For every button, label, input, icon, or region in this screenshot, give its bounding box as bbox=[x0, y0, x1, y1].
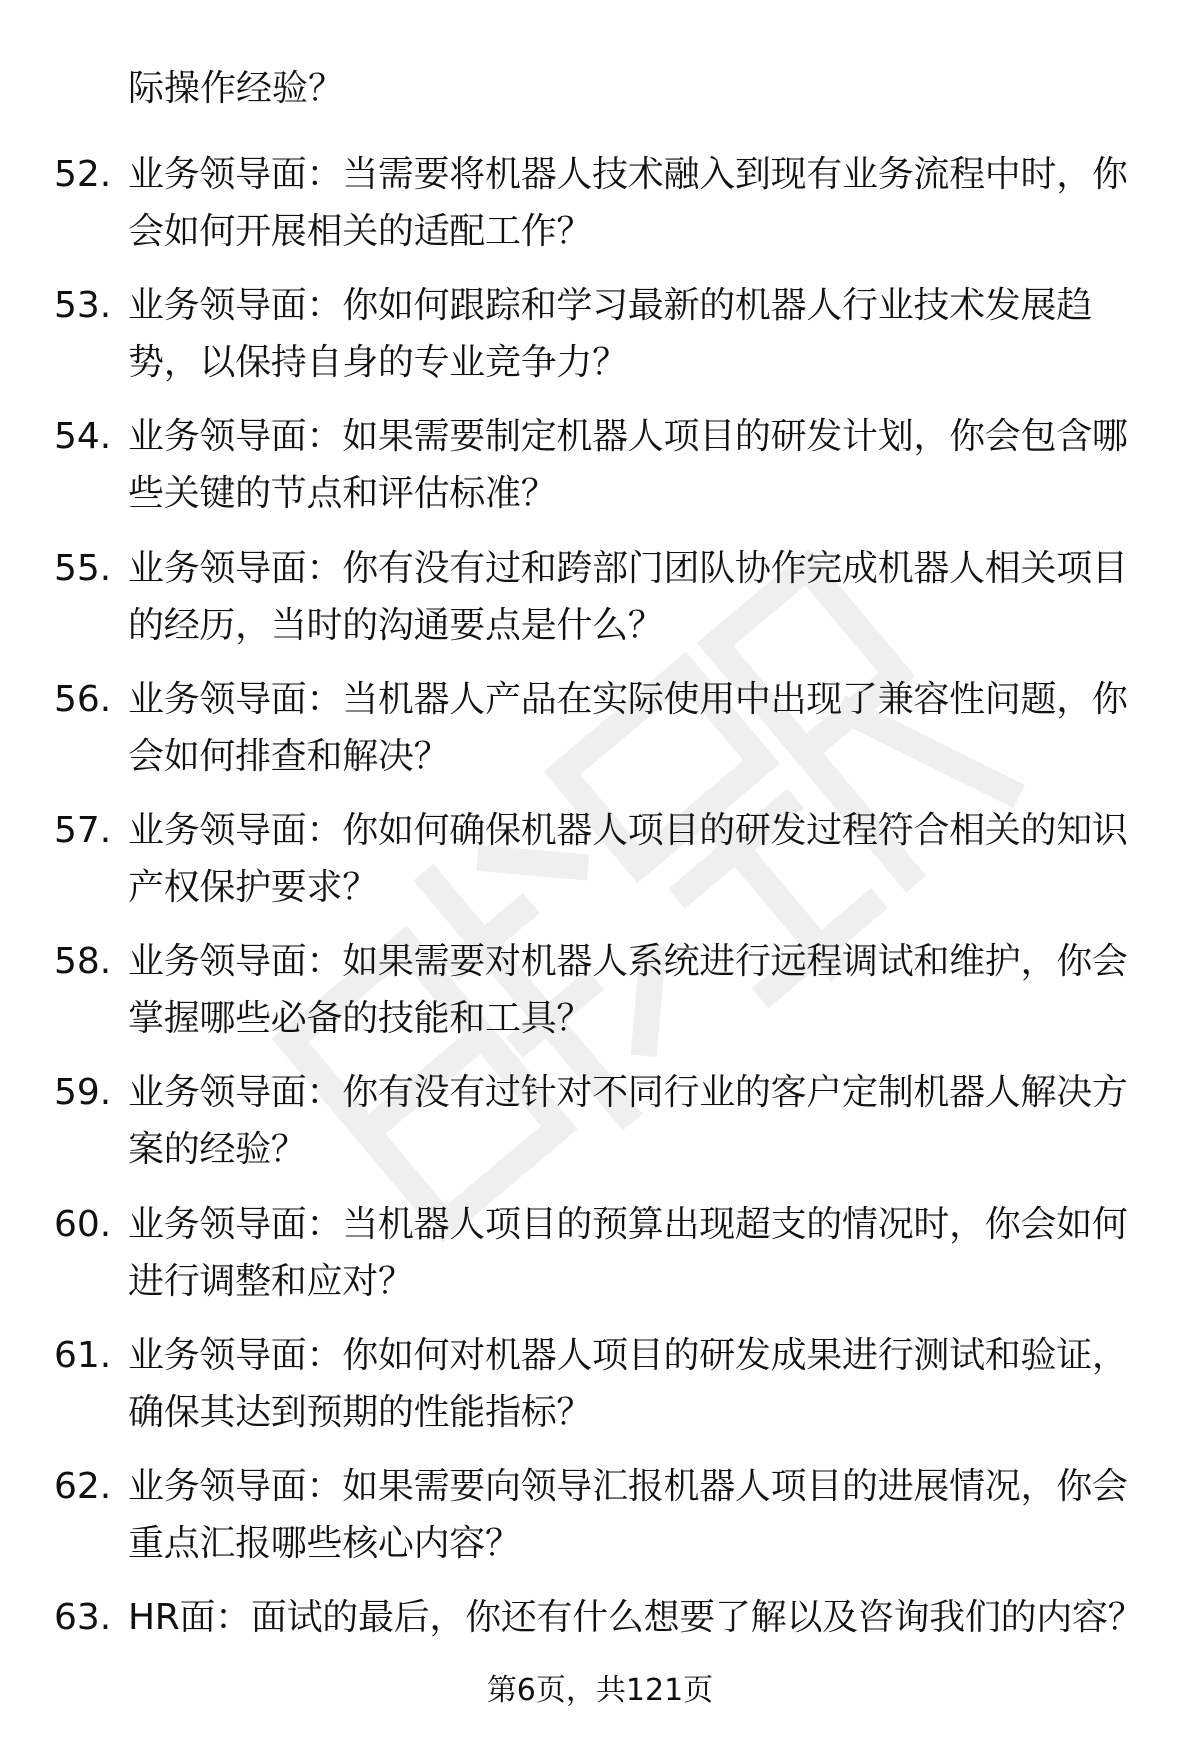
question-number: 56. bbox=[54, 678, 112, 720]
question-text-line: 些关键的节点和评估标准？ bbox=[128, 473, 557, 515]
question-number: 62. bbox=[54, 1465, 112, 1507]
question-text bbox=[128, 1196, 1148, 1310]
question-text-line: 会如何排查和解决？ bbox=[128, 735, 450, 777]
question-item bbox=[0, 540, 1200, 654]
question-number: 63. bbox=[54, 1597, 112, 1639]
question-text-line: 业务领导面：你如何确保机器人项目的研发过程符合相关的知识 bbox=[128, 809, 1128, 851]
question-text-line: HR面：面试的最后，你还有什么想要了解以及咨询我们的内容？ bbox=[128, 1597, 1144, 1639]
continuation-line: 际操作经验？ bbox=[128, 68, 345, 109]
question-item bbox=[0, 1064, 1200, 1178]
question-text-line: 会如何开展相关的适配工作？ bbox=[128, 211, 593, 252]
question-number: 59. bbox=[54, 1072, 112, 1114]
question-number: 61. bbox=[54, 1334, 112, 1376]
question-text-line: 的经历，当时的沟通要点是什么？ bbox=[128, 604, 664, 646]
page-footer: 第6页，共121页 bbox=[486, 1673, 714, 1708]
question-text-line: 业务领导面：你如何对机器人项目的研发成果进行测试和验证， bbox=[128, 1334, 1128, 1376]
question-text-line: 重点汇报哪些核心内容？ bbox=[128, 1522, 521, 1564]
question-text-line: 业务领导面：如果需要制定机器人项目的研发计划，你会包含哪 bbox=[128, 416, 1128, 458]
question-list bbox=[0, 146, 1200, 1720]
question-text bbox=[128, 277, 1148, 391]
question-text bbox=[128, 1589, 1148, 1646]
question-text bbox=[128, 933, 1148, 1047]
question-text bbox=[128, 1064, 1148, 1178]
question-text-line: 业务领导面：你如何跟踪和学习最新的机器人行业技术发展趋 bbox=[128, 285, 1092, 327]
question-text bbox=[128, 1327, 1148, 1441]
question-item bbox=[0, 671, 1200, 785]
question-text-line: 进行调整和应对？ bbox=[128, 1260, 414, 1302]
question-text-line: 业务领导面：如果需要对机器人系统进行远程调试和维护，你会 bbox=[128, 941, 1128, 983]
question-text-line: 势，以保持自身的专业竞争力？ bbox=[128, 342, 628, 384]
question-text-line: 掌握哪些必备的技能和工具？ bbox=[128, 998, 593, 1040]
question-item bbox=[0, 1196, 1200, 1310]
question-item bbox=[0, 802, 1200, 916]
question-text bbox=[128, 146, 1148, 260]
question-number: 55. bbox=[54, 547, 112, 589]
question-text-line: 业务领导面：当需要将机器人技术融入到现有业务流程中时，你 bbox=[128, 154, 1128, 195]
question-text-line: 业务领导面：当机器人项目的预算出现超支的情况时，你会如何 bbox=[128, 1203, 1128, 1245]
question-text bbox=[128, 671, 1148, 785]
question-text-line: 确保其达到预期的性能指标？ bbox=[128, 1391, 593, 1433]
question-text-line: 业务领导面：你有没有过针对不同行业的客户定制机器人解决方 bbox=[128, 1072, 1128, 1114]
question-item bbox=[0, 277, 1200, 391]
question-text bbox=[128, 408, 1148, 522]
question-text-line: 业务领导面：如果需要向领导汇报机器人项目的进展情况，你会 bbox=[128, 1465, 1128, 1507]
question-text bbox=[128, 540, 1148, 654]
question-item bbox=[0, 146, 1200, 260]
question-text-line: 业务领导面：当机器人产品在实际使用中出现了兼容性问题，你 bbox=[128, 678, 1128, 720]
question-text bbox=[128, 802, 1148, 916]
question-item bbox=[0, 933, 1200, 1047]
question-number: 54. bbox=[54, 416, 112, 458]
question-item bbox=[0, 408, 1200, 522]
question-text-line: 业务领导面：你有没有过和跨部门团队协作完成机器人相关项目 bbox=[128, 547, 1128, 589]
question-number: 60. bbox=[54, 1203, 112, 1245]
question-number: 57. bbox=[54, 809, 112, 851]
question-item bbox=[0, 1327, 1200, 1441]
question-item bbox=[0, 1458, 1200, 1572]
question-number: 58. bbox=[54, 941, 112, 983]
question-number: 53. bbox=[54, 285, 112, 327]
question-text-line: 产权保护要求？ bbox=[128, 866, 378, 908]
question-text bbox=[128, 1458, 1148, 1572]
question-text-line: 案的经验？ bbox=[128, 1129, 307, 1171]
question-number: 52. bbox=[54, 154, 112, 195]
